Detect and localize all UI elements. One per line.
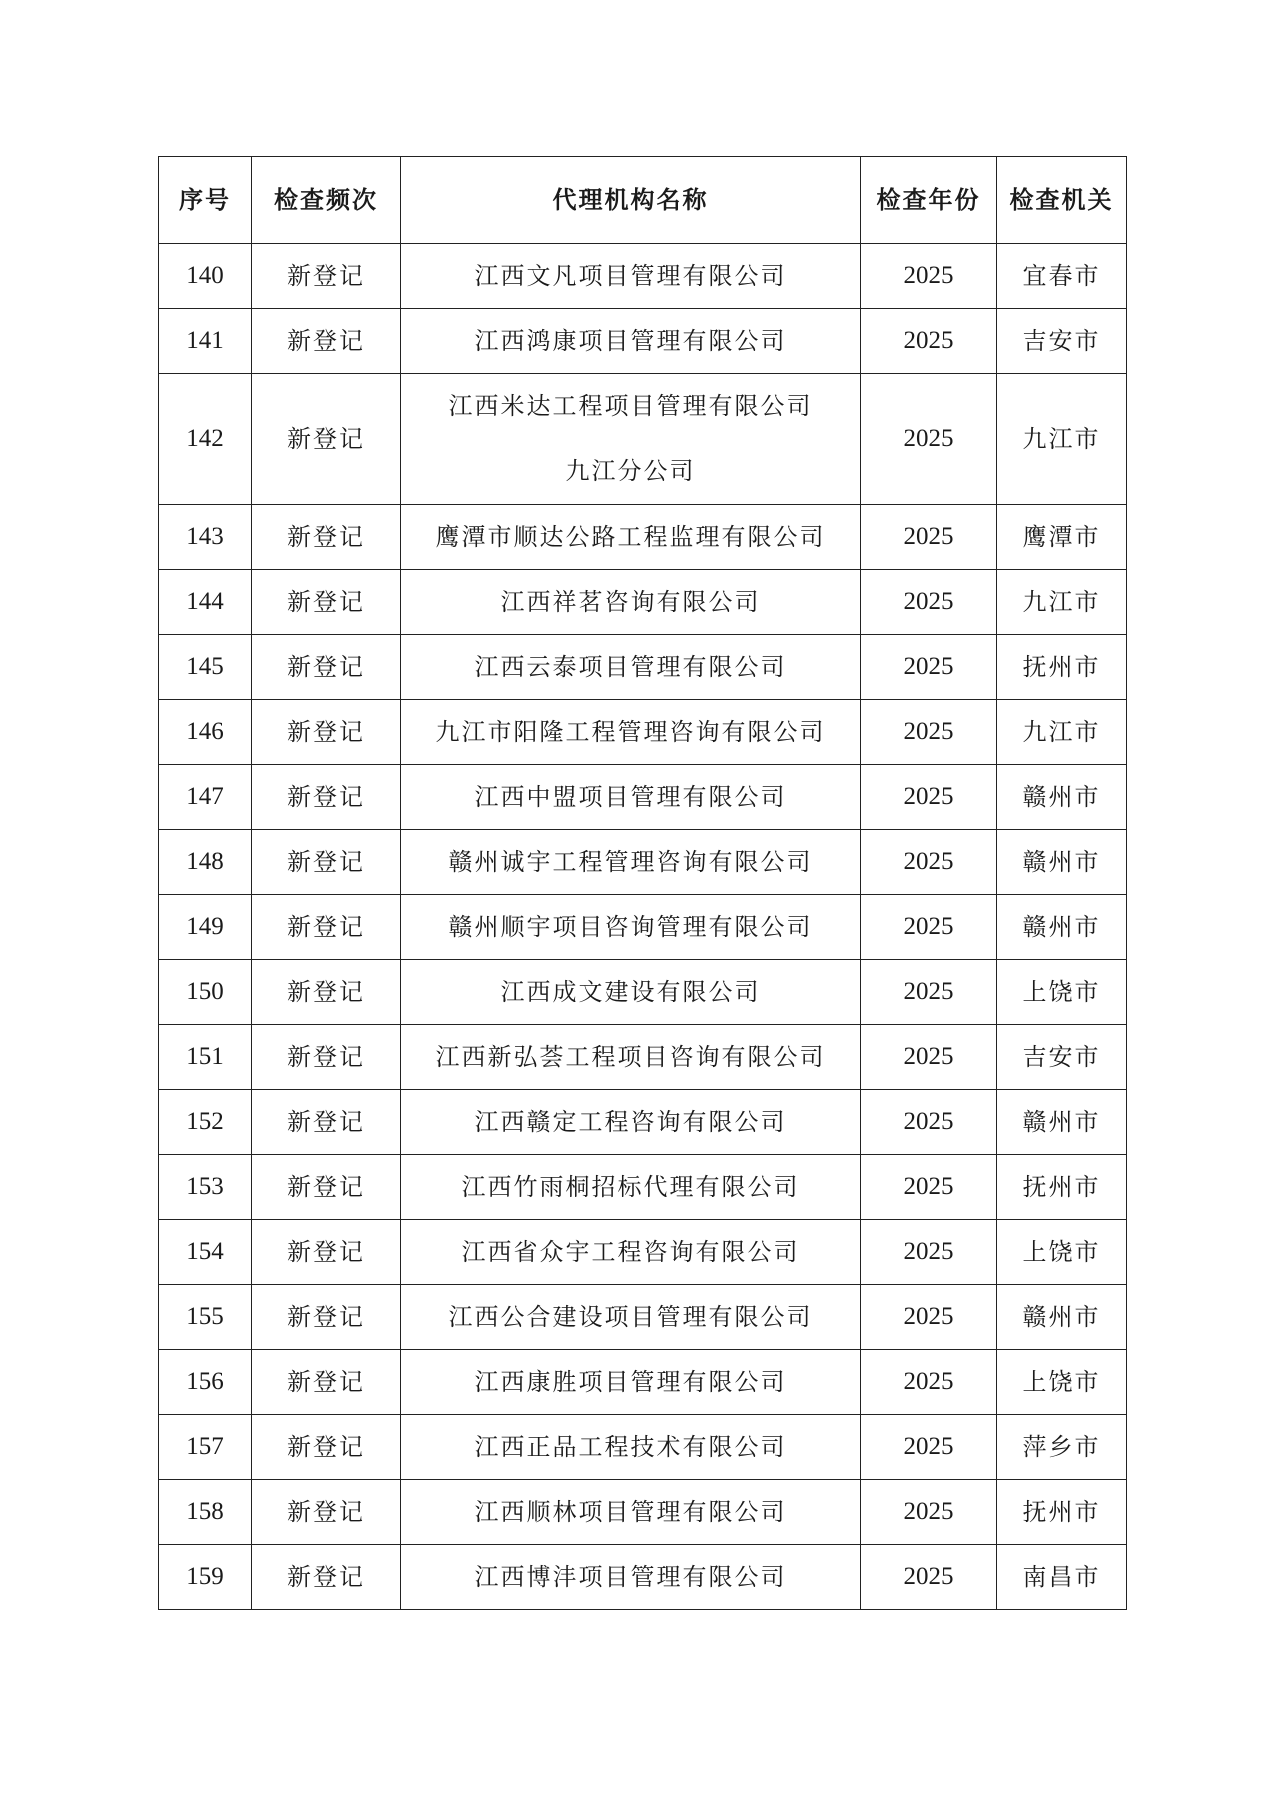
agency-name-line: 赣州顺宇项目咨询管理有限公司 [448,912,813,941]
cell-seq: 153 [159,1155,252,1220]
cell-agency-name [401,1285,861,1350]
cell-authority: 抚州市 [997,1155,1127,1220]
table-row [159,960,1127,1025]
cell-year: 2025 [861,1545,997,1610]
table-row [159,830,1127,895]
cell-year: 2025 [861,1285,997,1350]
header-agency-name: 代理机构名称 [401,157,861,244]
cell-authority: 九江市 [997,700,1127,765]
cell-frequency: 新登记 [252,1545,401,1610]
agency-name-line: 赣州诚宇工程管理咨询有限公司 [448,847,813,876]
cell-year: 2025 [861,895,997,960]
table-row [159,700,1127,765]
header-frequency: 检查频次 [252,157,401,244]
cell-agency-name [401,570,861,635]
cell-seq: 157 [159,1415,252,1480]
cell-authority: 宜春市 [997,244,1127,309]
cell-year: 2025 [861,1350,997,1415]
cell-frequency: 新登记 [252,700,401,765]
cell-seq: 144 [159,570,252,635]
cell-seq: 151 [159,1025,252,1090]
cell-authority: 上饶市 [997,1220,1127,1285]
cell-year: 2025 [861,1090,997,1155]
agency-name-line: 鹰潭市顺达公路工程监理有限公司 [435,522,826,551]
cell-frequency: 新登记 [252,244,401,309]
table-row [159,309,1127,374]
cell-seq: 142 [159,374,252,505]
agency-name-line: 江西文凡项目管理有限公司 [474,261,787,290]
agency-name-line: 九江分公司 [565,457,696,485]
table-header [159,157,1127,244]
cell-seq: 145 [159,635,252,700]
cell-year: 2025 [861,830,997,895]
cell-agency-name [401,505,861,570]
cell-frequency: 新登记 [252,765,401,830]
cell-seq: 149 [159,895,252,960]
cell-authority: 吉安市 [997,309,1127,374]
cell-agency-name [401,700,861,765]
cell-seq: 159 [159,1545,252,1610]
cell-year: 2025 [861,505,997,570]
agency-name-line: 江西正品工程技术有限公司 [474,1432,787,1461]
cell-authority: 抚州市 [997,1480,1127,1545]
cell-authority: 南昌市 [997,1545,1127,1610]
cell-frequency: 新登记 [252,309,401,374]
table-row [159,1155,1127,1220]
cell-seq: 152 [159,1090,252,1155]
cell-authority: 萍乡市 [997,1415,1127,1480]
table-row [159,505,1127,570]
agency-name-line: 江西康胜项目管理有限公司 [474,1367,787,1396]
cell-authority: 赣州市 [997,765,1127,830]
cell-agency-name [401,1480,861,1545]
agency-name-line: 江西公合建设项目管理有限公司 [448,1302,813,1331]
header-year: 检查年份 [861,157,997,244]
cell-seq: 143 [159,505,252,570]
cell-year: 2025 [861,244,997,309]
table-row [159,895,1127,960]
cell-agency-name [401,1220,861,1285]
cell-agency-name [401,244,861,309]
cell-seq: 156 [159,1350,252,1415]
cell-authority: 九江市 [997,374,1127,505]
cell-frequency: 新登记 [252,1415,401,1480]
agency-name-line: 江西顺林项目管理有限公司 [474,1497,787,1526]
cell-agency-name [401,960,861,1025]
cell-agency-name [401,635,861,700]
table-row [159,374,1127,505]
cell-frequency: 新登记 [252,895,401,960]
cell-authority: 九江市 [997,570,1127,635]
cell-frequency: 新登记 [252,1480,401,1545]
cell-year: 2025 [861,374,997,505]
cell-frequency: 新登记 [252,1090,401,1155]
header-row [159,157,1127,244]
cell-agency-name [401,765,861,830]
agency-name-line: 江西中盟项目管理有限公司 [474,782,787,811]
cell-authority: 赣州市 [997,830,1127,895]
cell-authority: 赣州市 [997,1285,1127,1350]
cell-year: 2025 [861,960,997,1025]
table-row [159,1025,1127,1090]
cell-frequency: 新登记 [252,1350,401,1415]
cell-seq: 155 [159,1285,252,1350]
cell-year: 2025 [861,765,997,830]
cell-seq: 158 [159,1480,252,1545]
cell-year: 2025 [861,570,997,635]
agency-name-line: 江西省众宇工程咨询有限公司 [461,1237,800,1266]
cell-frequency: 新登记 [252,635,401,700]
table-row [159,1480,1127,1545]
cell-authority: 赣州市 [997,895,1127,960]
cell-year: 2025 [861,1025,997,1090]
cell-year: 2025 [861,309,997,374]
cell-frequency: 新登记 [252,1220,401,1285]
cell-frequency: 新登记 [252,505,401,570]
cell-agency-name [401,374,861,505]
cell-authority: 抚州市 [997,635,1127,700]
cell-seq: 147 [159,765,252,830]
table-row [159,1220,1127,1285]
agency-name-line: 江西云泰项目管理有限公司 [474,652,787,681]
agency-name-line: 江西米达工程项目管理有限公司 [448,392,813,420]
cell-frequency: 新登记 [252,1285,401,1350]
cell-year: 2025 [861,1220,997,1285]
cell-authority: 鹰潭市 [997,505,1127,570]
cell-year: 2025 [861,635,997,700]
agency-name-line: 江西博沣项目管理有限公司 [474,1562,787,1591]
agency-name-line: 江西成文建设有限公司 [500,977,761,1006]
table-body [159,244,1127,1610]
agency-name-line: 九江市阳隆工程管理咨询有限公司 [435,717,826,746]
cell-seq: 146 [159,700,252,765]
table-row [159,1285,1127,1350]
agency-name-line: 江西祥茗咨询有限公司 [500,587,761,616]
cell-agency-name [401,1090,861,1155]
cell-agency-name [401,1155,861,1220]
cell-seq: 140 [159,244,252,309]
cell-year: 2025 [861,1415,997,1480]
agency-inspection-table [158,156,1127,1610]
cell-seq: 148 [159,830,252,895]
table-row [159,570,1127,635]
cell-authority: 赣州市 [997,1090,1127,1155]
table-row [159,244,1127,309]
cell-agency-name [401,830,861,895]
table-row [159,1415,1127,1480]
agency-name-line: 江西竹雨桐招标代理有限公司 [461,1172,800,1201]
agency-name-line: 江西赣定工程咨询有限公司 [474,1107,787,1136]
header-authority: 检查机关 [997,157,1127,244]
table-row [159,1090,1127,1155]
cell-authority: 上饶市 [997,960,1127,1025]
table-row [159,1545,1127,1610]
cell-seq: 150 [159,960,252,1025]
cell-year: 2025 [861,700,997,765]
cell-authority: 吉安市 [997,1025,1127,1090]
cell-authority: 上饶市 [997,1350,1127,1415]
cell-frequency: 新登记 [252,374,401,505]
cell-agency-name [401,895,861,960]
table-row [159,1350,1127,1415]
cell-agency-name [401,309,861,374]
header-seq: 序号 [159,157,252,244]
cell-frequency: 新登记 [252,830,401,895]
agency-name-line: 江西鸿康项目管理有限公司 [474,326,787,355]
cell-agency-name [401,1415,861,1480]
cell-frequency: 新登记 [252,1155,401,1220]
table-row [159,635,1127,700]
cell-frequency: 新登记 [252,570,401,635]
cell-year: 2025 [861,1155,997,1220]
cell-year: 2025 [861,1480,997,1545]
cell-seq: 154 [159,1220,252,1285]
cell-seq: 141 [159,309,252,374]
agency-name-line: 江西新弘荟工程项目咨询有限公司 [435,1042,826,1071]
cell-frequency: 新登记 [252,1025,401,1090]
cell-frequency: 新登记 [252,960,401,1025]
table-row [159,765,1127,830]
cell-agency-name [401,1545,861,1610]
cell-agency-name [401,1025,861,1090]
cell-agency-name [401,1350,861,1415]
